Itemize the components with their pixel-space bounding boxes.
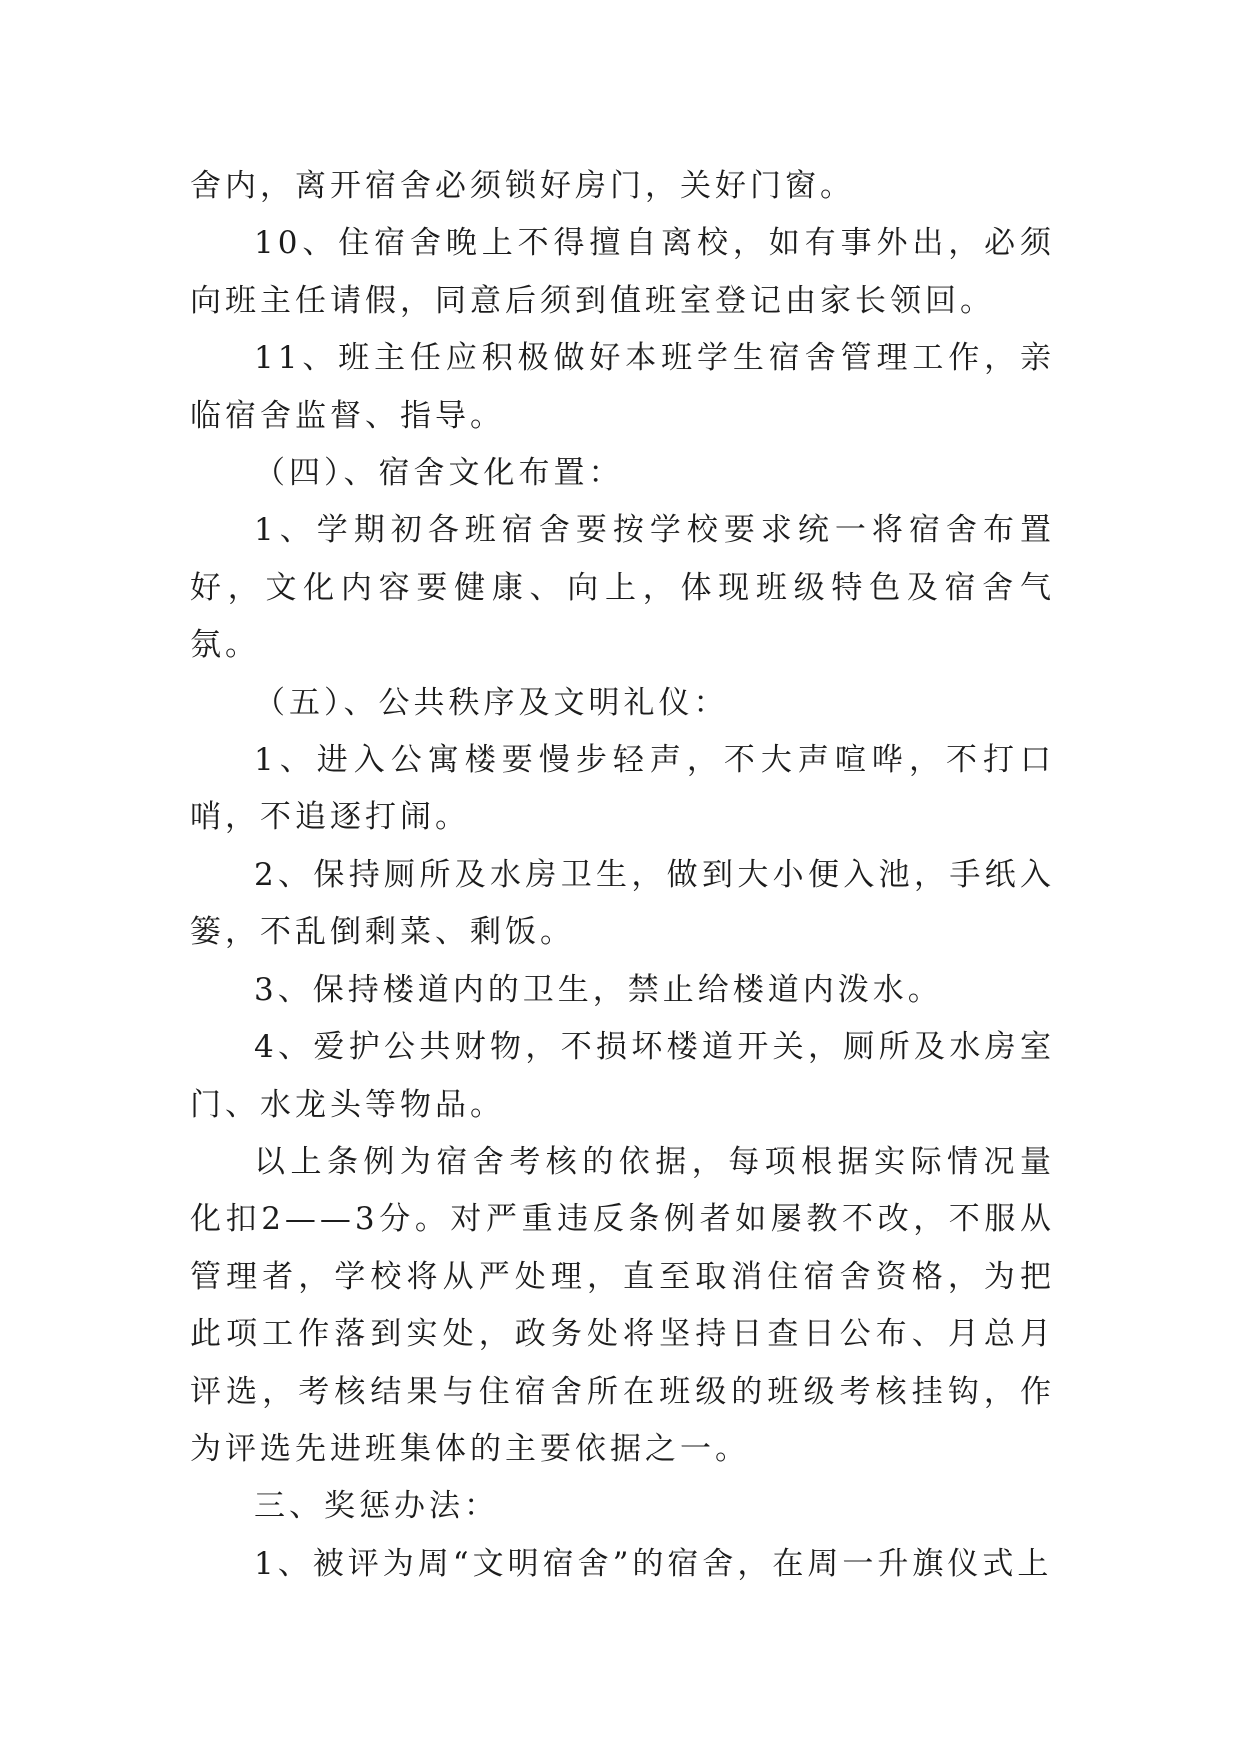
paragraph: 3、保持楼道内的卫生，禁止给楼道内泼水。 [254,971,943,1008]
section-heading: 三、奖惩办法： [254,1488,499,1525]
section-heading: （五）、公共秩序及文明礼仪： [254,684,729,721]
paragraph: 11、班主任应积极做好本班学生宿舍管理工作，亲临宿舍监督、指导。 [190,340,1055,434]
document-body [190,158,1055,1593]
section-heading: （四）、宿舍文化布置： [254,455,624,492]
paragraph: 2、保持厕所及水房卫生，做到大小便入池，手纸入篓，不乱倒剩菜、剩饭。 [190,856,1055,951]
paragraph: 1、学期初各班宿舍要按学校要求统一将宿舍布置好，文化内容要健康、向上，体现班级特色及宿舍气氛。 [190,512,1055,664]
paragraph: 1、被评为周“文明宿舍”的宿舍，在周一升旗仪式上 [254,1545,1053,1582]
paragraph: 以上条例为宿舍考核的依据，每项根据实际情况量化扣2——3分。对严重违反条例者如屡教不改，不服从管理者，学校将从严处理，直至取消住宿舍资格，为把此项工作落到实处，政务处将坚持日查日公布、月总月评选，考核结果与住宿舍所在班级的班级考核挂钩，作为评选先进班集体的主要依据之一。 [190,1143,1055,1467]
paragraph: 4、爱护公共财物，不损坏楼道开关，厕所及水房室门、水龙头等物品。 [190,1029,1055,1123]
paragraph: 舍内，离开宿舍必须锁好房门，关好门窗。 [190,168,855,204]
paragraph: 1、进入公寓楼要慢步轻声，不大声喧哗，不打口哨，不追逐打闹。 [190,742,1055,836]
paragraph: 10、住宿舍晚上不得擅自离校，如有事外出，必须向班主任请假，同意后须到值班室登记由家长领回。 [190,225,1055,319]
